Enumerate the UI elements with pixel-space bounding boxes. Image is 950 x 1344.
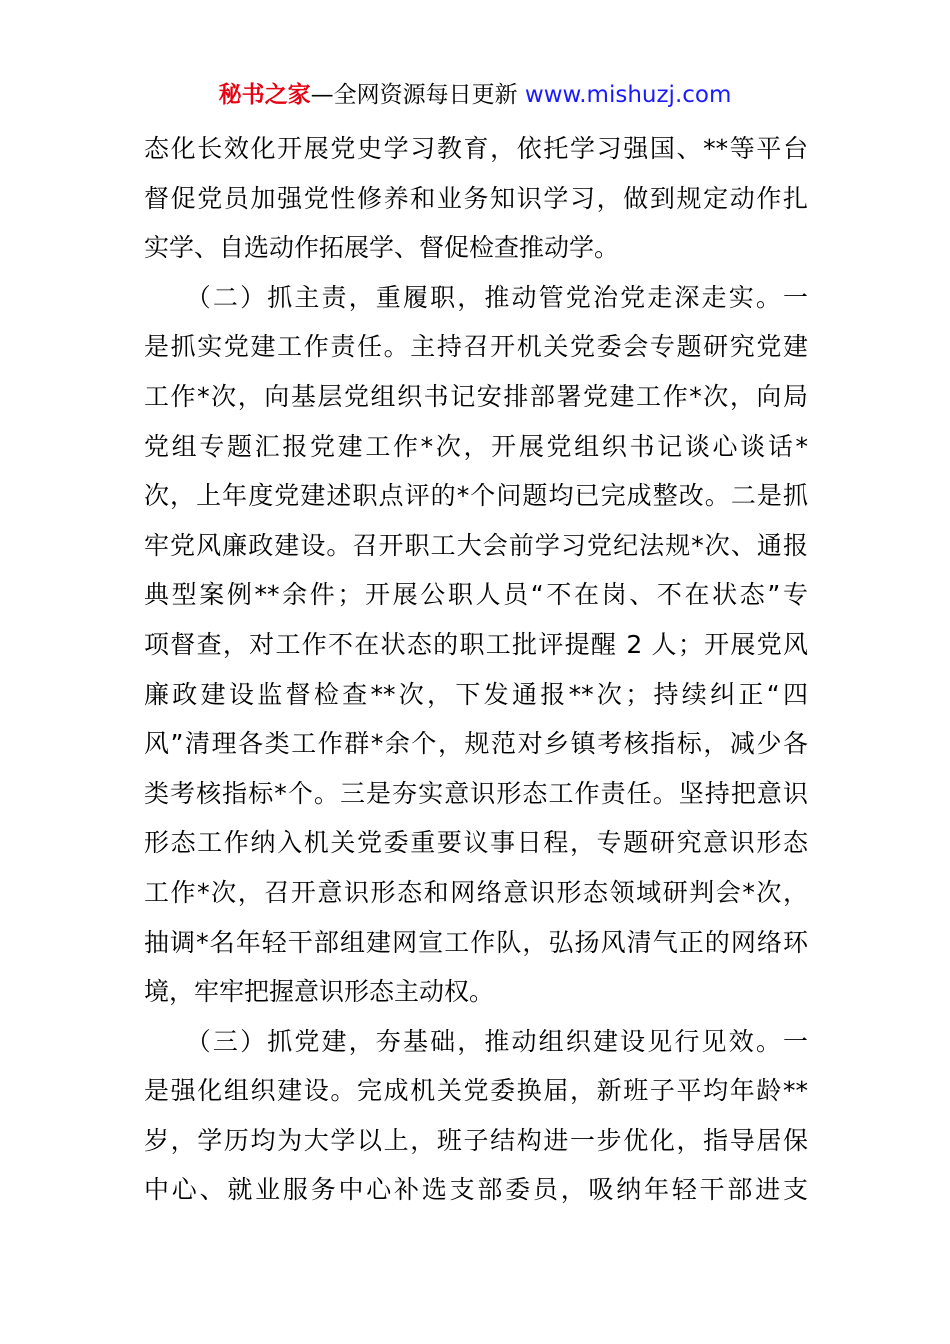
text-line: 境，牢牢把握意识形态主动权。 (144, 977, 495, 1007)
text-line: 岁，学历均为大学以上，班子结构进一步优化，指导居保 (144, 1125, 808, 1155)
text-line: 工作*次，召开意识形态和网络意识形态领域研判会*次， (144, 877, 808, 907)
brand-name: 秘书之家 (218, 82, 311, 108)
document-body (144, 124, 808, 1215)
text-line: 党组专题汇报党建工作*次，开展党组织书记谈心谈话* (144, 431, 808, 461)
text-line: 典型案例**余件；开展公职人员“不在岗、不在状态”专 (144, 580, 808, 610)
text-line: 工作*次，向基层党组织书记安排部署党建工作*次，向局 (144, 381, 808, 411)
text-line: （二）抓主责，重履职，推动管党治党走深走实。一 (144, 282, 808, 312)
text-line: 形态工作纳入机关党委重要议事日程，专题研究意识形态 (144, 828, 808, 858)
text-line: 项督查，对工作不在状态的职工批评提醒 2 人；开展党风 (144, 629, 808, 659)
paragraph (144, 124, 808, 273)
header-tagline: —全网资源每日更新 (310, 82, 525, 108)
text-line: 督促党员加强党性修养和业务知识学习，做到规定动作扎 (144, 183, 808, 213)
site-url-link[interactable]: www.mishuzj.com (524, 82, 732, 108)
text-line: 风”清理各类工作群*余个，规范对乡镇考核指标，减少各 (144, 729, 808, 759)
text-line: 中心、就业服务中心补选支部委员，吸纳年轻干部进支 (144, 1175, 808, 1205)
paragraph (144, 273, 808, 1017)
text-line: 是强化组织建设。完成机关党委换届，新班子平均年龄** (144, 1076, 808, 1106)
text-line: 次，上年度党建述职点评的*个问题均已完成整改。二是抓 (144, 481, 808, 511)
watermark-header (0, 78, 950, 112)
text-line: 廉政建设监督检查**次，下发通报**次；持续纠正“四 (144, 679, 808, 709)
text-line: 类考核指标*个。三是夯实意识形态工作责任。坚持把意识 (144, 778, 808, 808)
text-line: 抽调*名年轻干部组建网宣工作队，弘扬风清气正的网络环 (144, 927, 808, 957)
text-line: （三）抓党建，夯基础，推动组织建设见行见效。一 (144, 1026, 808, 1056)
text-line: 态化长效化开展党史学习教育，依托学习强国、**等平台 (144, 134, 808, 163)
text-line: 牢党风廉政建设。召开职工大会前学习党纪法规*次、通报 (144, 530, 808, 560)
paragraph (144, 1017, 808, 1215)
text-line: 实学、自选动作拓展学、督促检查推动学。 (144, 233, 620, 263)
text-line: 是抓实党建工作责任。主持召开机关党委会专题研究党建 (144, 332, 808, 362)
